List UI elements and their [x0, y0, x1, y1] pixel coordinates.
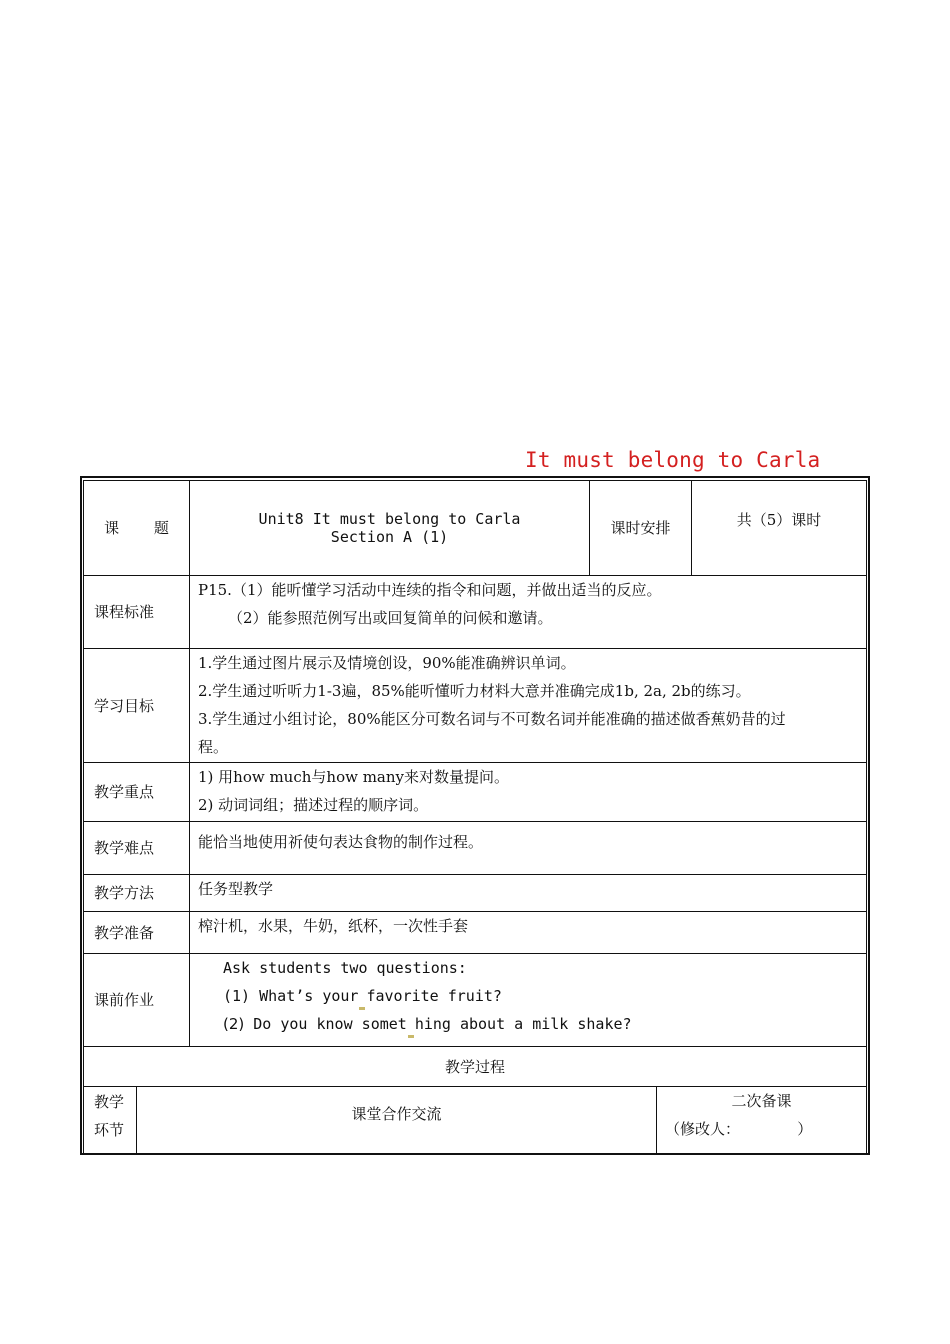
schedule-value: 共（5）课时	[736, 511, 822, 529]
key-points-content	[189, 762, 867, 822]
process-title-cell	[83, 1046, 867, 1087]
document-title: It must belong to Carla	[525, 448, 821, 472]
method-text: 任务型教学	[198, 880, 274, 898]
process-cooperation-cell	[136, 1086, 657, 1155]
process-cooperation: 课堂合作交流	[351, 1104, 442, 1123]
standard-content	[189, 575, 867, 649]
standard-line-1: P15.（1）能听懂学习活动中连续的指令和问题，并做出适当的反应。	[198, 581, 662, 599]
key-points-label-cell	[83, 762, 190, 822]
homework-label: 课前作业	[94, 991, 155, 1009]
topic-line-2: Section A (1)	[330, 528, 449, 546]
topic-label-cell	[83, 480, 190, 576]
key-points-label: 教学重点	[94, 783, 155, 801]
schedule-label: 课时安排	[610, 519, 671, 537]
process-stage-cell	[83, 1086, 137, 1155]
difficulty-label: 教学难点	[94, 839, 155, 857]
method-content	[189, 874, 867, 912]
topic-line-1: Unit8 It must belong to Carla	[258, 510, 521, 528]
process-revision-title: 二次备课	[731, 1092, 792, 1110]
process-stage-line-1: 教学	[94, 1093, 125, 1111]
homework-q2-part-3: hing about a milk shake?	[414, 1015, 632, 1033]
homework-question-2	[223, 1010, 858, 1038]
process-revision-editor: （修改人： ）	[665, 1120, 813, 1138]
schedule-label-cell	[589, 480, 692, 576]
homework-q1-end: favorite fruit?	[366, 987, 502, 1005]
homework-q2-number: (2)	[223, 1015, 245, 1033]
standard-label: 课程标准	[94, 603, 155, 621]
method-label-cell	[83, 874, 190, 912]
homework-q2-part-2: omet	[370, 1015, 407, 1033]
process-revision-cell	[656, 1086, 867, 1155]
method-label: 教学方法	[94, 884, 155, 902]
homework-content	[189, 953, 867, 1047]
goal-line-2: 2.学生通过听听力1-3遍，85%能听懂听力材料大意并准确完成1b, 2a, 2b的练习。	[198, 682, 751, 700]
homework-intro: Ask students two questions:	[223, 959, 467, 977]
schedule-value-cell	[691, 480, 867, 576]
edit-mark	[408, 1035, 414, 1038]
goal-line-3: 3.学生通过小组讨论，80%能区分可数名词与不可数名词并能准确的描述做香蕉奶昔的过	[198, 710, 786, 728]
prep-content	[189, 911, 867, 954]
key-point-2: 2) 动词词组；描述过程的顺序词。	[198, 796, 429, 814]
difficulty-label-cell	[83, 821, 190, 875]
goals-content	[189, 648, 867, 763]
goal-line-1: 1.学生通过图片展示及情境创设，90%能准确辨识单词。	[198, 654, 576, 672]
prep-text: 榨汁机，水果，牛奶，纸杯，一次性手套	[198, 917, 469, 935]
process-title: 教学过程	[444, 1057, 505, 1076]
homework-q2-part-1: Do you know s	[253, 1015, 371, 1033]
key-point-1: 1) 用how much与how many来对数量提问。	[198, 768, 510, 786]
prep-label: 教学准备	[94, 923, 155, 942]
goal-line-4: 程。	[198, 738, 229, 756]
homework-q1-start: (1) What’s your	[223, 987, 359, 1005]
topic-label: 课 题	[104, 519, 169, 537]
goals-label-cell	[83, 648, 190, 763]
difficulty-text: 能恰当地使用祈使句表达食物的制作过程。	[198, 833, 484, 851]
prep-label-cell	[83, 911, 190, 954]
homework-label-cell	[83, 953, 190, 1047]
topic-cell	[189, 480, 590, 576]
process-stage-line-2: 环节	[94, 1121, 125, 1139]
standard-line-2: （2）能参照范例写出或回复简单的问候和邀请。	[228, 609, 553, 627]
standard-label-cell	[83, 575, 190, 649]
difficulty-content	[189, 821, 867, 875]
goals-label: 学习目标	[94, 696, 155, 715]
homework-question-1	[223, 982, 858, 1010]
